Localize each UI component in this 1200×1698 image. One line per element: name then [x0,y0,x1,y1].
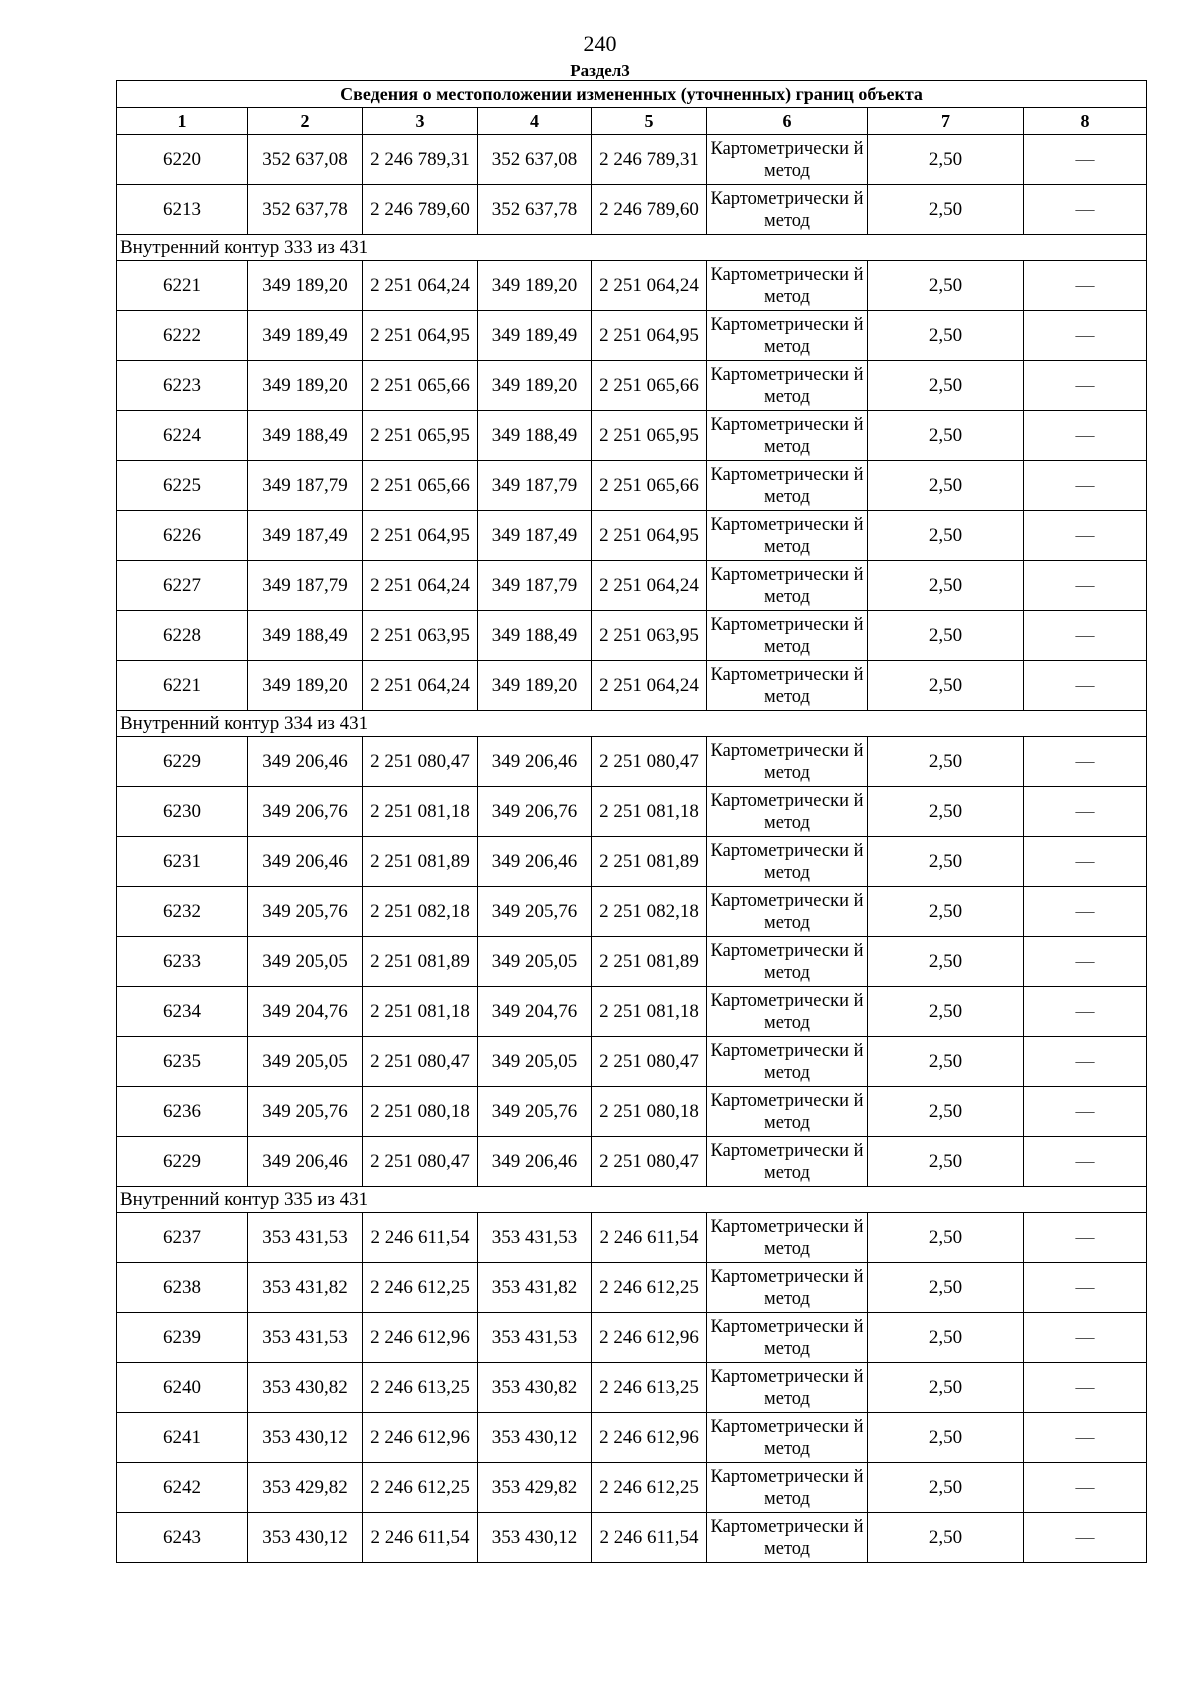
accuracy-cell: 2,50 [868,1263,1024,1313]
table-row [117,135,1147,185]
x-new-cell: 353 430,82 [478,1363,592,1413]
column-number-row [117,108,1147,135]
table-row [117,261,1147,311]
description-cell: — [1024,185,1147,235]
table-row [117,1413,1147,1463]
description-cell: — [1024,135,1147,185]
y-new-cell: 2 246 789,31 [592,135,707,185]
y-old-cell: 2 251 080,47 [363,1137,478,1187]
y-old-cell: 2 246 612,96 [363,1413,478,1463]
y-new-cell: 2 251 081,89 [592,837,707,887]
accuracy-cell: 2,50 [868,887,1024,937]
x-new-cell: 349 206,76 [478,787,592,837]
description-cell: — [1024,787,1147,837]
x-old-cell: 353 430,12 [248,1513,363,1563]
description-cell: — [1024,1213,1147,1263]
boundary-coordinates-table [116,80,1147,1563]
method-cell: Картометрически й метод [707,1213,868,1263]
y-new-cell: 2 251 080,47 [592,1037,707,1087]
column-number: 6 [707,108,868,135]
y-new-cell: 2 246 612,25 [592,1463,707,1513]
method-cell: Картометрически й метод [707,261,868,311]
accuracy-cell: 2,50 [868,185,1024,235]
description-cell: — [1024,511,1147,561]
contour-label: Внутренний контур 334 из 431 [117,711,1147,737]
y-old-cell: 2 251 081,18 [363,787,478,837]
description-cell: — [1024,1363,1147,1413]
table-row [117,1263,1147,1313]
x-old-cell: 349 189,20 [248,361,363,411]
y-new-cell: 2 246 612,96 [592,1313,707,1363]
y-old-cell: 2 246 613,25 [363,1363,478,1413]
column-number: 2 [248,108,363,135]
x-old-cell: 353 430,12 [248,1413,363,1463]
method-cell: Картометрически й метод [707,1413,868,1463]
point-number-cell: 6227 [117,561,248,611]
table-row [117,661,1147,711]
table-row [117,1363,1147,1413]
method-cell: Картометрически й метод [707,661,868,711]
x-old-cell: 349 188,49 [248,411,363,461]
table-row [117,987,1147,1037]
y-old-cell: 2 251 064,24 [363,561,478,611]
table-row [117,1087,1147,1137]
y-old-cell: 2 251 064,24 [363,661,478,711]
method-cell: Картометрически й метод [707,1513,868,1563]
accuracy-cell: 2,50 [868,1037,1024,1087]
description-cell: — [1024,1413,1147,1463]
point-number-cell: 6231 [117,837,248,887]
x-new-cell: 349 205,76 [478,1087,592,1137]
x-old-cell: 349 205,76 [248,887,363,937]
point-number-cell: 6221 [117,261,248,311]
accuracy-cell: 2,50 [868,787,1024,837]
x-old-cell: 353 431,82 [248,1263,363,1313]
table-row [117,1037,1147,1087]
table-row [117,611,1147,661]
accuracy-cell: 2,50 [868,1513,1024,1563]
y-old-cell: 2 246 612,25 [363,1263,478,1313]
x-new-cell: 353 429,82 [478,1463,592,1513]
contour-label: Внутренний контур 333 из 431 [117,235,1147,261]
point-number-cell: 6229 [117,1137,248,1187]
method-cell: Картометрически й метод [707,185,868,235]
accuracy-cell: 2,50 [868,1313,1024,1363]
table-row [117,1513,1147,1563]
x-old-cell: 352 637,08 [248,135,363,185]
table-row [117,461,1147,511]
x-old-cell: 352 637,78 [248,185,363,235]
table-row [117,887,1147,937]
y-old-cell: 2 251 065,95 [363,411,478,461]
y-new-cell: 2 251 081,89 [592,937,707,987]
y-new-cell: 2 251 063,95 [592,611,707,661]
x-old-cell: 353 431,53 [248,1313,363,1363]
contour-header-row [117,711,1147,737]
column-number: 5 [592,108,707,135]
description-cell: — [1024,987,1147,1037]
y-new-cell: 2 251 080,47 [592,1137,707,1187]
description-cell: — [1024,837,1147,887]
table-row [117,1213,1147,1263]
method-cell: Картометрически й метод [707,1363,868,1413]
x-new-cell: 349 188,49 [478,611,592,661]
x-new-cell: 352 637,08 [478,135,592,185]
method-cell: Картометрически й метод [707,461,868,511]
accuracy-cell: 2,50 [868,1363,1024,1413]
y-old-cell: 2 251 080,47 [363,1037,478,1087]
table-row [117,1137,1147,1187]
method-cell: Картометрически й метод [707,135,868,185]
x-old-cell: 349 206,46 [248,737,363,787]
table-row [117,787,1147,837]
y-new-cell: 2 251 064,95 [592,311,707,361]
point-number-cell: 6239 [117,1313,248,1363]
page-number: 240 [583,31,617,56]
y-old-cell: 2 246 612,96 [363,1313,478,1363]
x-old-cell: 349 205,05 [248,937,363,987]
y-new-cell: 2 246 611,54 [592,1513,707,1563]
y-old-cell: 2 251 081,89 [363,837,478,887]
x-new-cell: 349 189,20 [478,661,592,711]
accuracy-cell: 2,50 [868,511,1024,561]
description-cell: — [1024,311,1147,361]
y-new-cell: 2 246 789,60 [592,185,707,235]
x-old-cell: 349 187,79 [248,461,363,511]
x-old-cell: 349 206,76 [248,787,363,837]
accuracy-cell: 2,50 [868,1213,1024,1263]
x-new-cell: 349 187,79 [478,461,592,511]
point-number-cell: 6223 [117,361,248,411]
point-number-cell: 6222 [117,311,248,361]
y-new-cell: 2 251 082,18 [592,887,707,937]
point-number-cell: 6220 [117,135,248,185]
accuracy-cell: 2,50 [868,987,1024,1037]
point-number-cell: 6233 [117,937,248,987]
description-cell: — [1024,261,1147,311]
column-number: 7 [868,108,1024,135]
table-row [117,185,1147,235]
point-number-cell: 6226 [117,511,248,561]
point-number-cell: 6240 [117,1363,248,1413]
y-old-cell: 2 246 789,60 [363,185,478,235]
accuracy-cell: 2,50 [868,311,1024,361]
description-cell: — [1024,1513,1147,1563]
accuracy-cell: 2,50 [868,461,1024,511]
x-old-cell: 353 431,53 [248,1213,363,1263]
x-new-cell: 349 189,49 [478,311,592,361]
x-old-cell: 353 429,82 [248,1463,363,1513]
accuracy-cell: 2,50 [868,837,1024,887]
section-title: Раздел3 [570,61,630,80]
method-cell: Картометрически й метод [707,837,868,887]
y-old-cell: 2 246 789,31 [363,135,478,185]
table-row [117,837,1147,887]
method-cell: Картометрически й метод [707,987,868,1037]
description-cell: — [1024,1037,1147,1087]
column-number: 4 [478,108,592,135]
y-new-cell: 2 251 064,24 [592,661,707,711]
y-new-cell: 2 251 081,18 [592,987,707,1037]
point-number-cell: 6232 [117,887,248,937]
point-number-cell: 6230 [117,787,248,837]
description-cell: — [1024,937,1147,987]
description-cell: — [1024,887,1147,937]
x-old-cell: 349 206,46 [248,1137,363,1187]
y-new-cell: 2 246 613,25 [592,1363,707,1413]
y-old-cell: 2 251 082,18 [363,887,478,937]
x-new-cell: 349 189,20 [478,361,592,411]
accuracy-cell: 2,50 [868,1463,1024,1513]
accuracy-cell: 2,50 [868,1087,1024,1137]
method-cell: Картометрически й метод [707,411,868,461]
method-cell: Картометрически й метод [707,1087,868,1137]
y-old-cell: 2 251 081,18 [363,987,478,1037]
y-new-cell: 2 246 612,25 [592,1263,707,1313]
accuracy-cell: 2,50 [868,737,1024,787]
method-cell: Картометрически й метод [707,1463,868,1513]
table-caption: Сведения о местоположении измененных (уточненных) границ объекта [117,81,1147,108]
y-old-cell: 2 246 611,54 [363,1513,478,1563]
x-old-cell: 349 205,76 [248,1087,363,1137]
description-cell: — [1024,1263,1147,1313]
description-cell: — [1024,1137,1147,1187]
x-new-cell: 349 206,46 [478,737,592,787]
accuracy-cell: 2,50 [868,1413,1024,1463]
accuracy-cell: 2,50 [868,135,1024,185]
description-cell: — [1024,1087,1147,1137]
y-old-cell: 2 251 080,47 [363,737,478,787]
method-cell: Картометрически й метод [707,511,868,561]
point-number-cell: 6241 [117,1413,248,1463]
column-number: 1 [117,108,248,135]
point-number-cell: 6229 [117,737,248,787]
method-cell: Картометрически й метод [707,887,868,937]
column-number: 8 [1024,108,1147,135]
description-cell: — [1024,561,1147,611]
y-new-cell: 2 246 611,54 [592,1213,707,1263]
table-row [117,1463,1147,1513]
table-row [117,361,1147,411]
point-number-cell: 6242 [117,1463,248,1513]
method-cell: Картометрически й метод [707,561,868,611]
x-old-cell: 349 189,20 [248,261,363,311]
y-old-cell: 2 251 064,24 [363,261,478,311]
point-number-cell: 6236 [117,1087,248,1137]
x-old-cell: 349 204,76 [248,987,363,1037]
y-old-cell: 2 251 081,89 [363,937,478,987]
x-new-cell: 353 431,53 [478,1213,592,1263]
y-new-cell: 2 251 080,18 [592,1087,707,1137]
description-cell: — [1024,737,1147,787]
point-number-cell: 6237 [117,1213,248,1263]
x-new-cell: 353 431,82 [478,1263,592,1313]
accuracy-cell: 2,50 [868,361,1024,411]
column-number: 3 [363,108,478,135]
table-body [117,81,1147,1563]
x-new-cell: 353 431,53 [478,1313,592,1363]
x-new-cell: 353 430,12 [478,1413,592,1463]
description-cell: — [1024,1313,1147,1363]
contour-header-row [117,235,1147,261]
accuracy-cell: 2,50 [868,411,1024,461]
x-new-cell: 353 430,12 [478,1513,592,1563]
description-cell: — [1024,361,1147,411]
y-old-cell: 2 251 065,66 [363,461,478,511]
table-row [117,511,1147,561]
y-old-cell: 2 246 611,54 [363,1213,478,1263]
y-old-cell: 2 251 080,18 [363,1087,478,1137]
y-old-cell: 2 251 064,95 [363,511,478,561]
table-row [117,561,1147,611]
y-old-cell: 2 246 612,25 [363,1463,478,1513]
point-number-cell: 6228 [117,611,248,661]
x-old-cell: 353 430,82 [248,1363,363,1413]
point-number-cell: 6234 [117,987,248,1037]
accuracy-cell: 2,50 [868,611,1024,661]
point-number-cell: 6221 [117,661,248,711]
accuracy-cell: 2,50 [868,1137,1024,1187]
x-new-cell: 349 206,46 [478,837,592,887]
point-number-cell: 6243 [117,1513,248,1563]
table-caption-row [117,81,1147,108]
method-cell: Картометрически й метод [707,787,868,837]
accuracy-cell: 2,50 [868,937,1024,987]
x-old-cell: 349 205,05 [248,1037,363,1087]
point-number-cell: 6238 [117,1263,248,1313]
accuracy-cell: 2,50 [868,261,1024,311]
x-new-cell: 349 187,79 [478,561,592,611]
y-old-cell: 2 251 063,95 [363,611,478,661]
y-new-cell: 2 246 612,96 [592,1413,707,1463]
x-new-cell: 349 187,49 [478,511,592,561]
x-new-cell: 349 205,05 [478,1037,592,1087]
x-new-cell: 349 205,05 [478,937,592,987]
table-row [117,737,1147,787]
contour-label: Внутренний контур 335 из 431 [117,1187,1147,1213]
y-old-cell: 2 251 064,95 [363,311,478,361]
y-new-cell: 2 251 064,24 [592,261,707,311]
y-new-cell: 2 251 080,47 [592,737,707,787]
x-new-cell: 349 188,49 [478,411,592,461]
x-old-cell: 349 189,49 [248,311,363,361]
table-row [117,1313,1147,1363]
method-cell: Картометрически й метод [707,737,868,787]
accuracy-cell: 2,50 [868,561,1024,611]
point-number-cell: 6235 [117,1037,248,1087]
method-cell: Картометрически й метод [707,361,868,411]
description-cell: — [1024,1463,1147,1513]
x-old-cell: 349 206,46 [248,837,363,887]
y-old-cell: 2 251 065,66 [363,361,478,411]
y-new-cell: 2 251 065,95 [592,411,707,461]
method-cell: Картометрически й метод [707,311,868,361]
y-new-cell: 2 251 081,18 [592,787,707,837]
table-row [117,311,1147,361]
method-cell: Картометрически й метод [707,1313,868,1363]
point-number-cell: 6224 [117,411,248,461]
contour-header-row [117,1187,1147,1213]
method-cell: Картометрически й метод [707,1137,868,1187]
description-cell: — [1024,611,1147,661]
method-cell: Картометрически й метод [707,1263,868,1313]
method-cell: Картометрически й метод [707,611,868,661]
method-cell: Картометрически й метод [707,937,868,987]
x-old-cell: 349 187,49 [248,511,363,561]
table-row [117,411,1147,461]
accuracy-cell: 2,50 [868,661,1024,711]
y-new-cell: 2 251 065,66 [592,461,707,511]
y-new-cell: 2 251 064,95 [592,511,707,561]
y-new-cell: 2 251 064,24 [592,561,707,611]
description-cell: — [1024,661,1147,711]
x-new-cell: 349 204,76 [478,987,592,1037]
method-cell: Картометрически й метод [707,1037,868,1087]
x-old-cell: 349 189,20 [248,661,363,711]
table-row [117,937,1147,987]
x-old-cell: 349 188,49 [248,611,363,661]
x-new-cell: 349 206,46 [478,1137,592,1187]
x-new-cell: 349 189,20 [478,261,592,311]
description-cell: — [1024,411,1147,461]
point-number-cell: 6213 [117,185,248,235]
description-cell: — [1024,461,1147,511]
point-number-cell: 6225 [117,461,248,511]
x-new-cell: 349 205,76 [478,887,592,937]
y-new-cell: 2 251 065,66 [592,361,707,411]
x-old-cell: 349 187,79 [248,561,363,611]
x-new-cell: 352 637,78 [478,185,592,235]
